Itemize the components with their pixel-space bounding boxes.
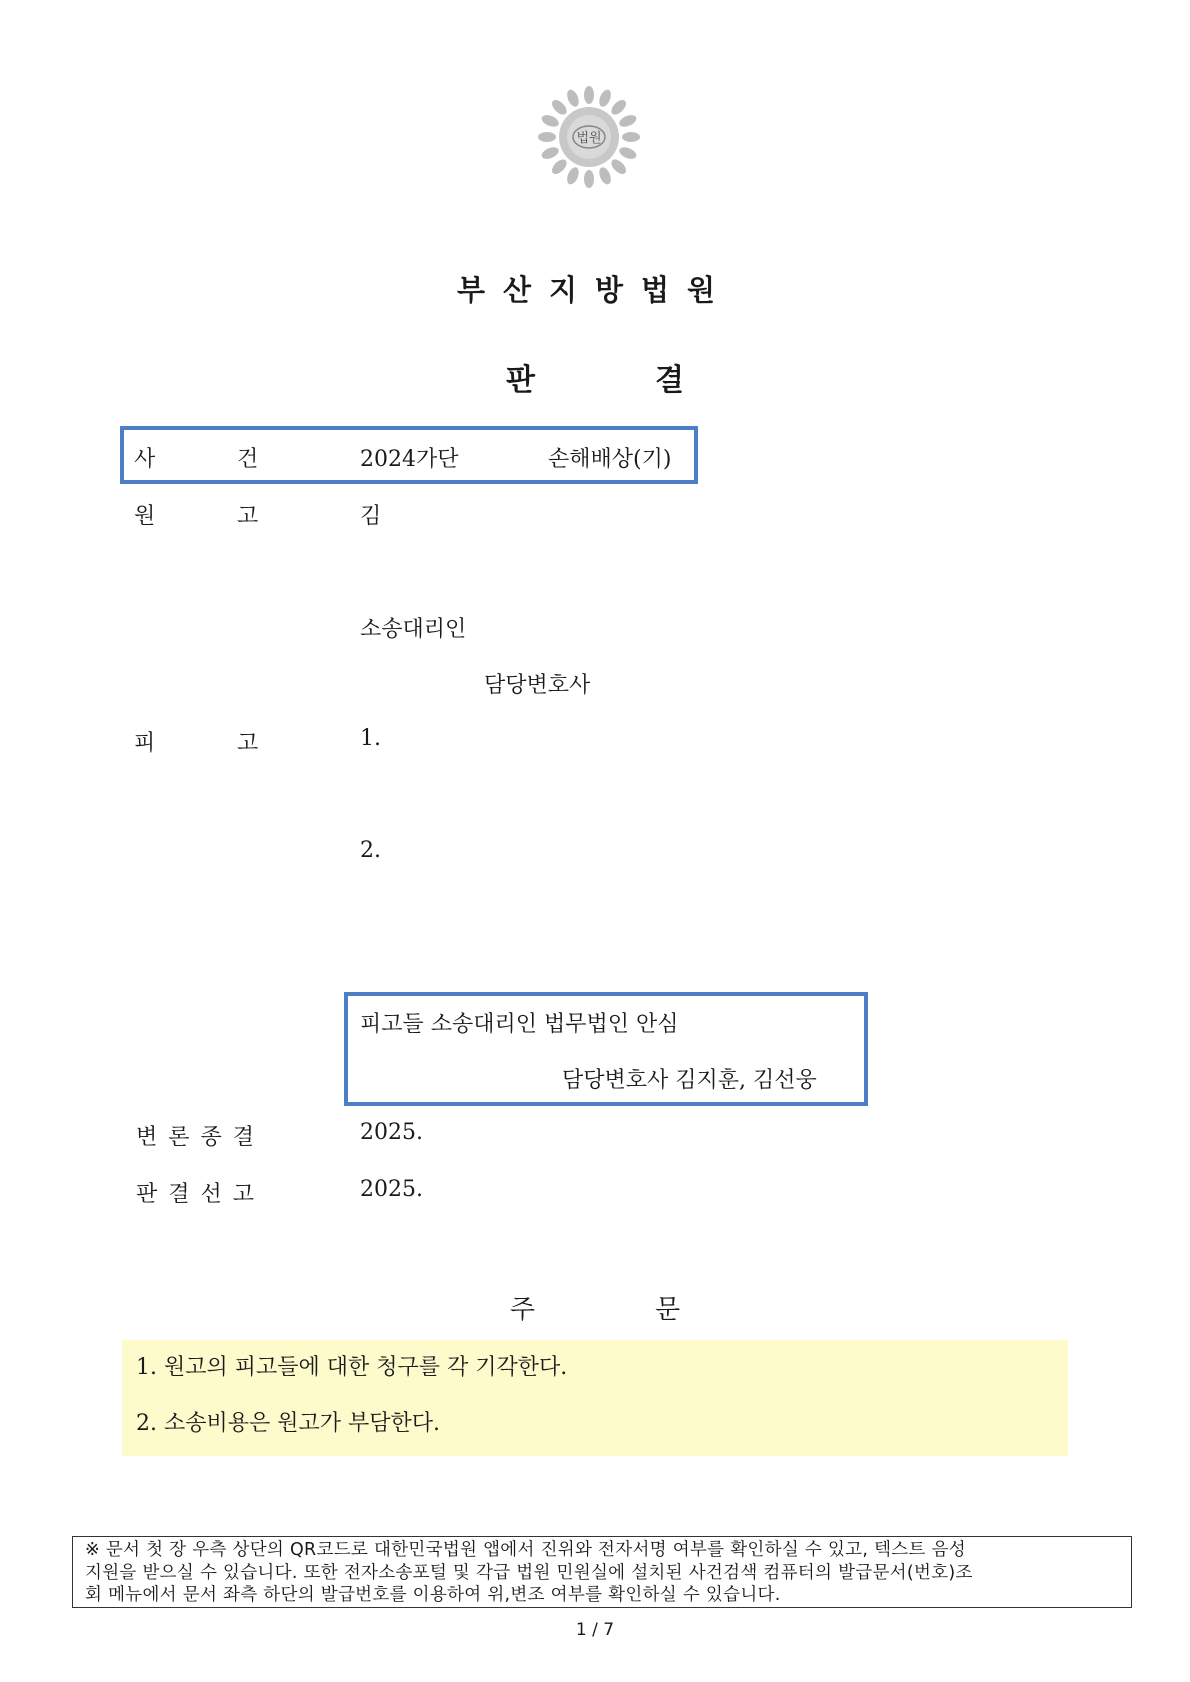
document-title [0, 355, 1190, 399]
court-name: 부산지방법원 [456, 273, 734, 307]
notice-line-1: ※ 문서 첫 장 우측 상단의 QR코드로 대한민국법원 앱에서 진위와 전자서명 여부를 확인하실 수 있고, 텍스트 음성 [85, 1540, 966, 1560]
defendant-item-1: 1. [360, 726, 381, 751]
defendant-counsel-line: 피고들 소송대리인 법무법인 안심 [360, 1012, 679, 1037]
seal-text: 법원 [576, 131, 602, 146]
defendant-item-2: 2. [360, 838, 381, 863]
defendant-label-a: 피 [134, 731, 156, 756]
ruling-title-right: 문 [655, 1295, 681, 1325]
verification-notice [72, 1536, 1132, 1608]
notice-line-3: 회 메뉴에서 문서 좌측 하단의 발급번호를 이용하여 위,변조 여부를 확인하실 수 있습니다. [85, 1585, 781, 1605]
plaintiff-label-b: 고 [237, 504, 259, 529]
plaintiff-counsel-label: 소송대리인 [360, 617, 467, 642]
plaintiff-attorney-label: 담당변호사 [484, 673, 591, 698]
closing-date-label: 변 론 종 결 [136, 1125, 256, 1150]
ruling-date-value: 2025. [360, 1177, 423, 1202]
court-seal [534, 82, 644, 192]
notice-line-2: 지원을 받으실 수 있습니다. 또한 전자소송포털 및 각급 법원 민원실에 설치된 사건검색 컴퓨터의 발급문서(번호)조 [85, 1562, 973, 1583]
case-label-b: 건 [237, 447, 259, 472]
plaintiff-label-a: 원 [134, 504, 156, 529]
ruling-item-1: 1. 원고의 피고들에 대한 청구를 각 기각한다. [136, 1355, 568, 1380]
ruling-item-2: 2. 소송비용은 원고가 부담한다. [136, 1411, 440, 1436]
defendant-label-b: 고 [237, 731, 259, 756]
ruling-title-left: 주 [509, 1295, 535, 1325]
page-number: 1 / 7 [575, 1620, 615, 1640]
plaintiff-name: 김 [360, 504, 382, 529]
closing-date-value: 2025. [360, 1120, 423, 1145]
case-type: 손해배상(기) [548, 447, 672, 472]
doc-title-right: 결 [655, 363, 684, 398]
defendant-attorney-line: 담당변호사 김지훈, 김선웅 [562, 1068, 817, 1093]
case-label-a: 사 [134, 447, 156, 472]
doc-title-left: 판 [506, 363, 535, 398]
ruling-title [0, 1289, 1190, 1326]
ruling-date-label: 판 결 선 고 [136, 1182, 256, 1207]
case-number: 2024가단 [360, 447, 459, 472]
